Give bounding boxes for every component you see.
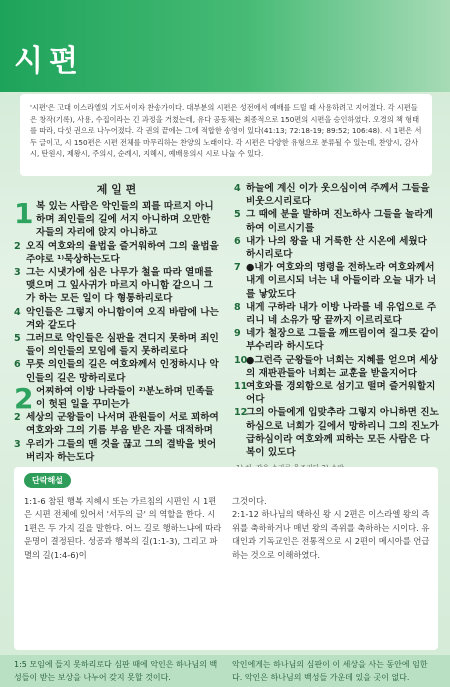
notes-left: 1:1-6 참된 행복 지혜시 또는 가르침의 시편인 시 1편은 시편 전체에 있어서 '서두의 글' 의 역할을 한다. 시 1편은 두 가지 길을 말한다. 어느 길로 행하느냐에 따라 운명이 결정된다. 성공과 행복의 길(1:1-3), 그리고 파멸의 길(1:4-6)이 xyxy=(24,496,222,560)
verse xyxy=(234,235,439,261)
verse xyxy=(234,182,439,208)
verse xyxy=(234,406,439,459)
verse-number: 10 xyxy=(234,354,248,366)
verse-number: 3 xyxy=(14,267,21,279)
verse-text: 그의 아들에게 입맞추라 그렇지 아니하면 진노하심으로 너희가 길에서 망하리니 그의 진노가 급하심이라 여호와께 피하는 모든 사람은 다 복이 있도다 xyxy=(246,407,439,459)
bottom-note-right: 악인에게는 하나님의 심판이 이 세상을 사는 동안에 임한다. 악인은 하나님의 백성들 가운데 있을 곳이 없다. xyxy=(232,660,428,682)
verse-number: 5 xyxy=(14,333,21,345)
verse xyxy=(14,332,219,358)
page-title: 시편 xyxy=(14,44,84,79)
verse xyxy=(14,197,219,240)
verse xyxy=(234,261,439,301)
verse-text: ●내가 여호와의 명령을 전하노라 여호와께서 내게 이르시되 너는 내 아들이라 오늘 내가 너를 낳았도다 xyxy=(246,262,437,300)
intro-text: '시편'은 고대 이스라엘의 기도서이자 찬송가이다. 대부분의 시편은 성전에서 예배를 드릴 때 사용하려고 지어졌다. 각 시편들은 창작(기록), 사용, 수집이라는 긴 과정을 거쳤는데, 유다 공동체는 최종적으로 150편의 시편을 승인하였다. 오경의 책 형태를 따라, 다섯 권으로 나누어졌다. 각 권의 끝에는 그에 적합한 송영이 있다(41:13; 72:18-19; 89:52; 106:48). 시 1편은 서두 글이고, 시 150편은 시편 전체를 마무리하는 찬양의 노래이다. 각 시편은 다양한 유형으로 분류될 수 있는데, 찬양시, 감사시, 탄원시, 제왕시, 주의시, 순례시, 지혜시, 예배용의시 시로 나눌 수 있다. xyxy=(20,94,432,176)
verse xyxy=(14,381,219,415)
verse-text: 내가 나의 왕을 내 거룩한 산 시온에 세웠다 하시리로다 xyxy=(246,235,427,261)
verse-text: 악인들은 그렇지 아니함이여 오직 바람에 나는 겨와 같도다 xyxy=(26,306,219,331)
verse-number: 6 xyxy=(234,235,241,247)
verse-number: 6 xyxy=(14,359,21,371)
verse-number: 4 xyxy=(234,183,241,194)
verse xyxy=(234,354,439,380)
verse xyxy=(234,380,439,406)
verse xyxy=(14,411,219,437)
notes-right: 그것이다. 2:1-12 하나님의 택하신 왕 시 2편은 이스라엘 왕의 즉위를 축하하거나 매년 왕의 즉위를 축하하는 시이다. 유대인과 기독교인은 전통적으로 시 2편이 메시아를 언급하는 것으로 이해하였다. xyxy=(232,496,430,560)
chapter-heading: 제 일 편 xyxy=(96,183,137,196)
verse-number: 8 xyxy=(234,301,241,313)
verse-text: 우리가 그들의 맨 것을 끊고 그의 결박을 벗어 버리자 하는도다 xyxy=(26,438,217,463)
verse-number: 2 xyxy=(14,381,34,415)
verse-text: 그 때에 분을 발하며 진노하사 그들을 놀라게 하여 이르시기를 xyxy=(246,209,433,234)
verse-text: 그는 시냇가에 심은 나무가 철을 따라 열매를 맺으며 그 잎사귀가 마르지 아니함 같으니 그가 하는 모든 일이 다 형통하리로다 xyxy=(26,267,213,305)
header-banner xyxy=(0,0,450,92)
verse-text: 여호와를 경외함으로 섬기고 떨며 즐거워할지어다 xyxy=(246,381,436,406)
verse xyxy=(234,327,439,353)
verse-number: 1 xyxy=(14,197,34,230)
verse-text: 세상의 군왕들이 나서며 관원들이 서로 꾀하여 여호와와 그의 기름 부음 받은 자를 대적하며 xyxy=(26,412,219,437)
verse xyxy=(14,266,219,306)
verse xyxy=(14,240,219,266)
verse-text: 하늘에 계신 이가 웃으심이여 주께서 그들을 비웃으시리로다 xyxy=(246,183,430,208)
verse-text: 내게 구하라 내가 이방 나라를 네 유업으로 주리니 네 소유가 땅 끝까지 이르리로다 xyxy=(246,301,437,327)
verse-text: 복 있는 사람은 악인들의 꾀를 따르지 아니하며 죄인들의 길에 서지 아니하며 오만한 자들의 자리에 앉지 아니하고 xyxy=(36,201,214,239)
left-column xyxy=(14,182,219,464)
verse-number: 4 xyxy=(14,306,21,318)
verse-number: 7 xyxy=(234,262,241,274)
verse-text: 그러므로 악인들은 심판을 견디지 못하며 죄인들이 의인들의 모임에 들지 못하리로다 xyxy=(26,333,219,358)
verse-text: 어찌하여 이방 나라들이 ²⁾분노하며 민족들이 헛된 일을 꾸미는가 xyxy=(36,385,214,411)
verse xyxy=(14,358,219,384)
verse xyxy=(234,301,439,327)
verse xyxy=(14,438,219,464)
verse xyxy=(234,208,439,234)
verse-text: 오직 여호와의 율법을 즐거워하여 그의 율법을 주야로 ¹⁾묵상하는도다 xyxy=(26,240,219,265)
verse-number: 9 xyxy=(234,328,241,340)
notes-box xyxy=(14,467,438,650)
verse-text: ●그런즉 군왕들아 너희는 지혜를 얻으며 세상의 재판관들아 너희는 교훈을 받을지어다 xyxy=(246,354,438,379)
verse xyxy=(14,306,219,332)
verse-number: 2 xyxy=(14,412,21,424)
bottom-note-left: 1:5 모임에 들지 못하리로다 심판 때에 악인은 하나님의 백성들이 받는 보상을 나누어 갖지 못할 것이다. xyxy=(14,660,218,682)
right-column xyxy=(234,182,439,472)
bottom-note-bar xyxy=(0,655,450,687)
verse-number: 12 xyxy=(234,407,248,419)
verse-number: 3 xyxy=(14,438,21,450)
verse-number: 11 xyxy=(234,381,248,393)
verse-number: 2 xyxy=(14,240,21,252)
notes-heading: 단락해설 xyxy=(24,473,71,488)
verse-number: 5 xyxy=(234,209,241,221)
verse-text: 무릇 의인들의 길은 여호와께서 인정하시나 악인들의 길은 망하리로다 xyxy=(26,359,219,384)
verse-text: 네가 철장으로 그들을 깨뜨림이여 질그릇 같이 부수리라 하시도다 xyxy=(246,328,439,353)
